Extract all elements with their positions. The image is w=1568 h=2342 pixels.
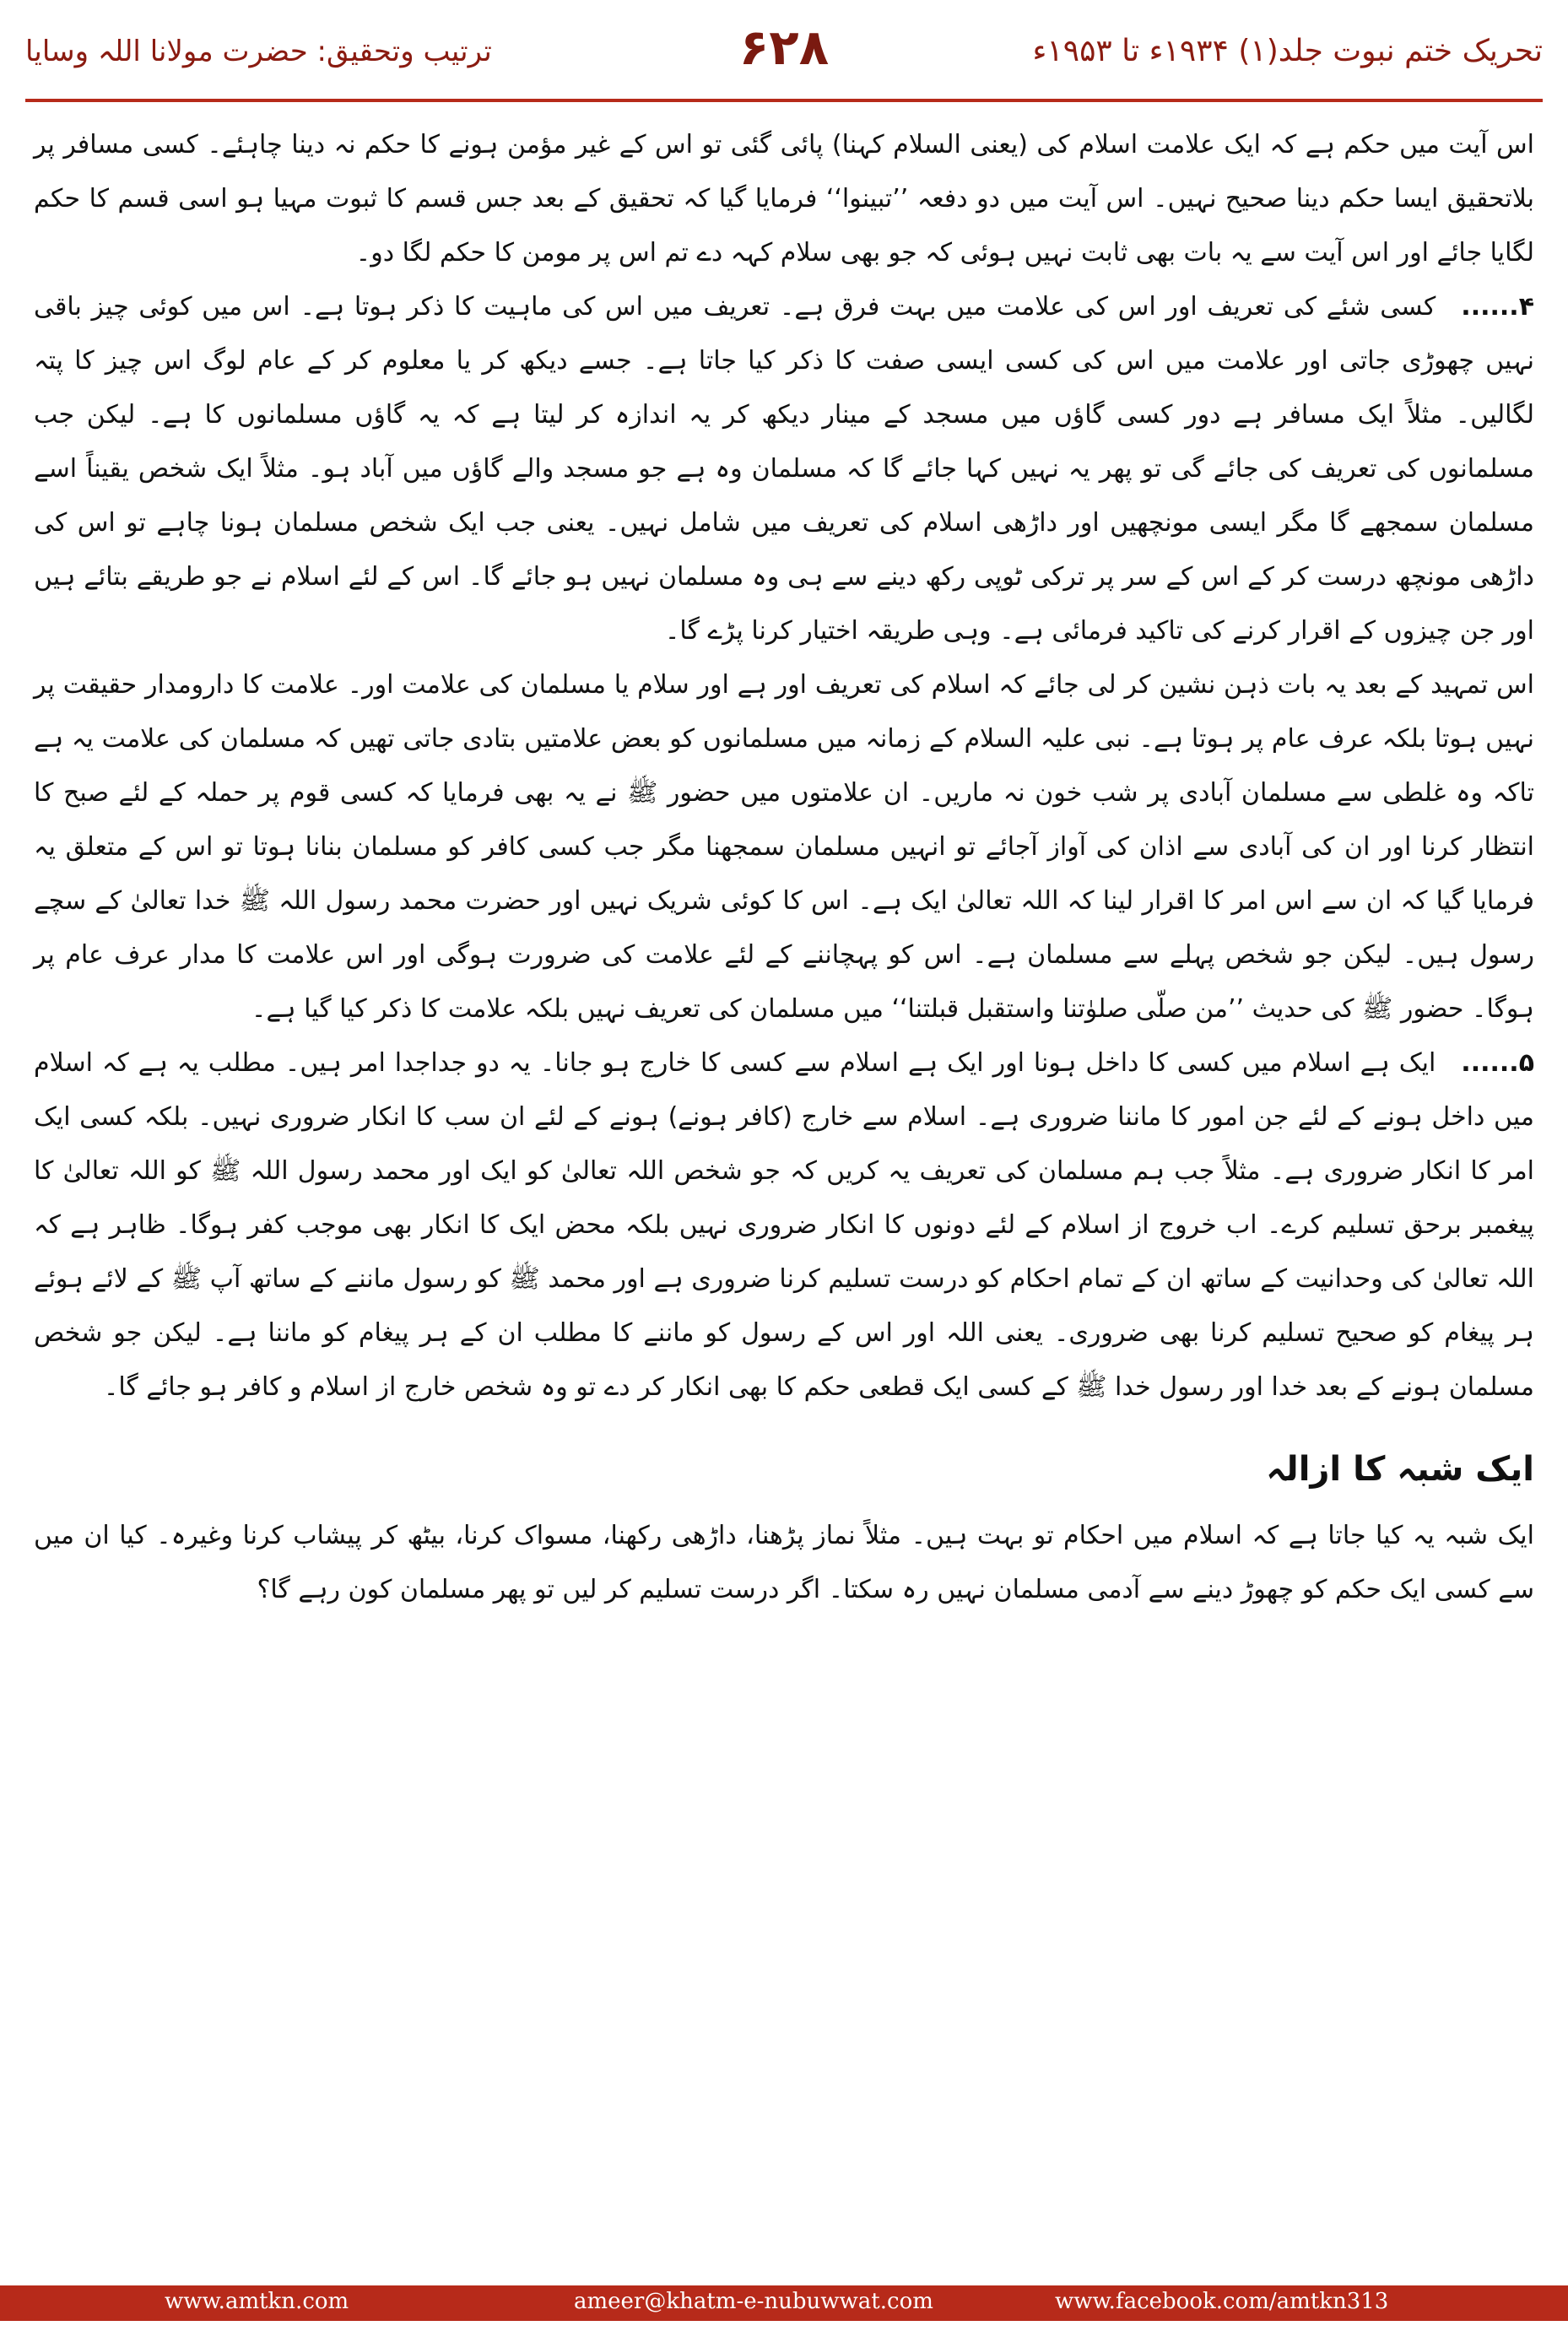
compiler-credit: ترتیب وتحقیق: حضرت مولانا اللہ وسایا: [25, 35, 492, 68]
page-number: ۶۲۸: [738, 19, 830, 76]
numbered-item-5: [34, 1036, 1534, 1414]
paragraph-2: اس تمہید کے بعد یہ بات ذہن نشین کر لی جائے کہ اسلام کی تعریف اور ہے اور سلام یا مسلمان کی علامت اور۔ علامت کا دارومدار حقیقت پر نہیں ہوتا بلکہ عرف عام پر ہوتا ہے۔ نبی علیہ السلام کے زمانہ میں مسلمانوں کو بعض علامتیں بتادی جاتی تھیں کہ مسلمان کی علامت یہ ہے تاکہ وہ غلطی سے مسلمان آبادی پر شب خون نہ ماریں۔ ان علامتوں میں حضور ﷺ نے یہ بھی فرمایا کہ کسی قوم پر حملہ کے لئے صبح کا انتظار کرنا اور ان کی آبادی سے اذان کی آواز آجائے تو انہیں مسلمان سمجھنا مگر جب کسی کافر کو مسلمان بنانا ہوتا تو اس کے متعلق یہ فرمایا گیا کہ ان سے اس امر کا اقرار لینا کہ اللہ تعالیٰ ایک ہے۔ اس کا کوئی شریک نہیں اور حضرت محمد رسول اللہ ﷺ خدا تعالیٰ کے سچے رسول ہیں۔ لیکن جو شخص پہلے سے مسلمان ہے۔ اس کو پہچاننے کے لئے علامت کی ضرورت ہوگی اور اس علامت کا مدار عرف عام پر ہوگا۔ حضور ﷺ کی حدیث ’’من صلّی صلوٰتنا واستقبل قبلتنا‘‘ میں مسلمان کی تعریف نہیں بلکہ علامت کا ذکر کیا گیا ہے۔: [34, 670, 1534, 1024]
page-body: [34, 118, 1534, 1617]
item-4-text: کسی شئے کی تعریف اور اس کی علامت میں بہت فرق ہے۔ تعریف میں اس کی ماہیت کا ذکر ہوتا ہے۔ اس میں کوئی چیز باقی نہیں چھوڑی جاتی اور علامت میں اس کی کسی ایسی صفت کا ذکر کیا جاتا ہے۔ جسے دیکھ کر یا معلوم کر کے عام لوگ اس چیز کا پتہ لگالیں۔ مثلاً ایک مسافر ہے دور کسی گاؤں میں مسجد کے مینار دیکھ کر یہ اندازہ کر لیتا ہے کہ یہ گاؤں مسلمانوں کا ہے۔ لیکن جب مسلمانوں کی تعریف کی جائے گی تو پھر یہ نہیں کہا جائے گا کہ مسلمان وہ ہے جو مسجد والے گاؤں میں آباد ہو۔ مثلاً ایک شخص یقیناً اسے مسلمان سمجھے گا مگر ایسی مونچھیں اور داڑھی اسلام کی تعریف میں شامل نہیں۔ یعنی جب ایک شخص مسلمان ہونا چاہے تو اس کی داڑھی مونچھ درست کر کے اس کے سر پر ترکی ٹوپی رکھ دینے سے ہی وہ مسلمان نہیں ہو جائے گا۔ اس کے لئے اسلام نے جو طریقے بتائے ہیں اور جن چیزوں کے اقرار کرنے کی تاکید فرمائی ہے۔ وہی طریقہ اختیار کرنا پڑے گا۔: [34, 292, 1534, 646]
footer-email-link[interactable]: ameer@khatm-e-nubuwwat.com: [574, 2289, 933, 2314]
item-5-number: ۵......: [1461, 1048, 1534, 1078]
header-rule: [25, 99, 1543, 102]
item-4-number: ۴......: [1461, 292, 1534, 322]
page-header: [25, 19, 1543, 95]
page-footer: [0, 2285, 1568, 2321]
paragraph-3: ایک شبہ یہ کیا جاتا ہے کہ اسلام میں احکام تو بہت ہیں۔ مثلاً نماز پڑھنا، داڑھی رکھنا، مسواک کرنا، بیٹھ کر پیشاب کرنا وغیرہ۔ کیا ان میں سے کسی ایک حکم کو چھوڑ دینے سے آدمی مسلمان نہیں رہ سکتا۔ اگر درست تسلیم کر لیں تو پھر مسلمان کون رہے گا؟: [34, 1521, 1534, 1604]
numbered-item-4: [34, 280, 1534, 658]
footer-website-link[interactable]: www.amtkn.com: [165, 2289, 349, 2314]
section-heading: ایک شبہ کا ازالہ: [1266, 1450, 1534, 1489]
footer-facebook-link[interactable]: www.facebook.com/amtkn313: [1055, 2289, 1389, 2314]
item-5-text: ایک ہے اسلام میں کسی کا داخل ہونا اور ایک ہے اسلام سے کسی کا خارج ہو جانا۔ یہ دو جداجدا امر ہیں۔ مطلب یہ ہے کہ اسلام میں داخل ہونے کے لئے جن امور کا ماننا ضروری ہے۔ اسلام سے خارج (کافر ہونے) ہونے کے لئے ان سب کا انکار ضروری نہیں۔ بلکہ کسی ایک امر کا انکار ضروری ہے۔ مثلاً جب ہم مسلمان کی تعریف یہ کریں کہ جو شخص اللہ تعالیٰ کو ایک اور محمد رسول اللہ ﷺ کو اللہ تعالیٰ کا پیغمبر برحق تسلیم کرے۔ اب خروج از اسلام کے لئے دونوں کا انکار ضروری نہیں بلکہ محض ایک کا انکار بھی موجب کفر ہوگا۔ ظاہر ہے کہ اللہ تعالیٰ کی وحدانیت کے ساتھ ان کے تمام احکام کو درست تسلیم کرنا ضروری ہے اور محمد ﷺ کو رسول ماننے کے ساتھ آپ ﷺ کے لائے ہوئے ہر پیغام کو صحیح تسلیم کرنا بھی ضروری۔ یعنی اللہ اور اس کے رسول کو ماننے کا مطلب ان کے ہر پیغام کو ماننا ہے۔ لیکن جو شخص مسلمان ہونے کے بعد خدا اور رسول خدا ﷺ کے کسی ایک قطعی حکم کا بھی انکار کر دے تو وہ شخص خارج از اسلام و کافر ہو جائے گا۔: [34, 1048, 1534, 1402]
book-title: تحریک ختم نبوت جلد(۱) ۱۹۳۴ء تا ۱۹۵۳ء: [1032, 34, 1543, 68]
paragraph-1: اس آیت میں حکم ہے کہ ایک علامت اسلام کی (یعنی السلام کہنا) پائی گئی تو اس کے غیر مؤمن ہونے کا حکم نہ دینا چاہئے۔ کسی مسافر پر بلاتحقیق ایسا حکم دینا صحیح نہیں۔ اس آیت میں دو دفعہ ’’تبینوا‘‘ فرمایا گیا کہ تحقیق کے بعد جس قسم کا ثبوت مہیا ہو اسی قسم کا حکم لگایا جائے اور اس آیت سے یہ بات بھی ثابت نہیں ہوئی کہ جو بھی سلام کہہ دے تم اس پر مومن کا حکم لگا دو۔: [34, 130, 1534, 268]
